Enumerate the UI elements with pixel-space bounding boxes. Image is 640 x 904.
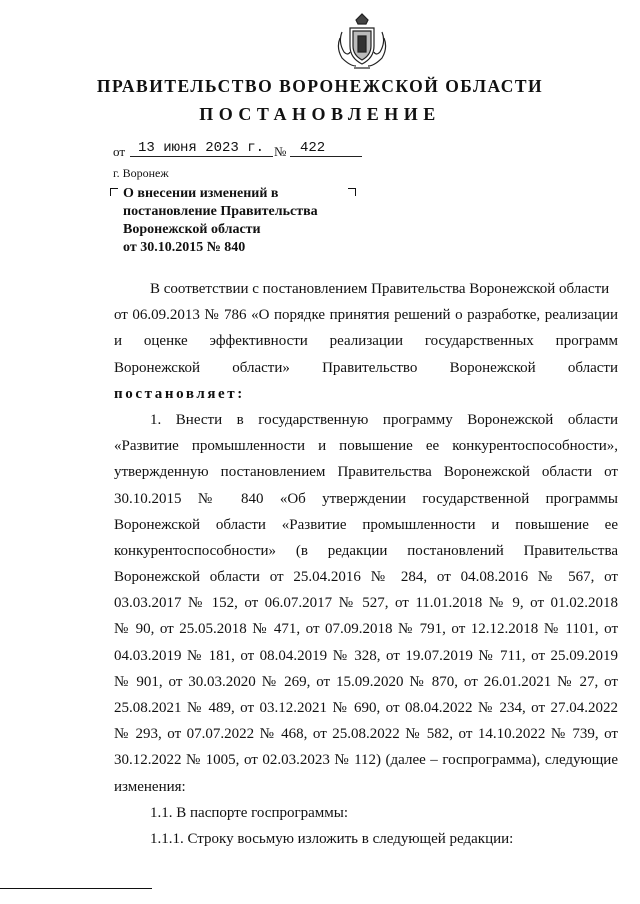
body-line: 1.1. В паспорте госпрограммы: xyxy=(150,804,349,821)
subject-bracket-left xyxy=(110,188,118,196)
body-line: 30.12.2022 № 1005, от 02.03.2023 № 112) (далее – госпрограмма), следующие xyxy=(114,752,618,769)
body-line: Воронежской области от 25.04.2016 № 284, от 04.08.2016 № 567, от xyxy=(114,569,618,586)
date-prefix: от xyxy=(113,144,126,159)
body-line: 03.03.2017 № 152, от 06.07.2017 № 527, от 11.01.2018 № 9, от 01.02.2018 xyxy=(114,595,618,612)
body-line: № 90, от 25.05.2018 № 471, от 07.09.2018 № 791, от 12.12.2018 № 1101, от xyxy=(114,621,618,638)
subject-line: от 30.10.2015 № 840 xyxy=(123,240,246,255)
body-line: изменения: xyxy=(114,778,186,795)
body-line: В соответствии с постановлением Правительства Воронежской области xyxy=(150,281,610,297)
coat-of-arms-emblem xyxy=(336,12,388,72)
body-line: утвержденную постановлением Правительства Воронежской области от xyxy=(114,464,618,481)
document-subject xyxy=(123,185,383,257)
document-body xyxy=(114,276,618,852)
document-number: 422 xyxy=(290,140,362,157)
city-label: г. Воронеж xyxy=(113,166,169,180)
body-line: 25.08.2021 № 489, от 03.12.2021 № 690, от 08.04.2022 № 234, от 27.04.2022 xyxy=(114,700,618,716)
body-line: Воронежской области «Развитие промышленности и повышение ее xyxy=(114,516,618,533)
footnote-divider xyxy=(0,888,152,889)
subject-line: постановление Правительства xyxy=(123,204,318,219)
subject-line: О внесении изменений в xyxy=(123,186,279,201)
body-line: «Развитие промышленности и повышение ее конкурентоспособности», xyxy=(114,438,618,455)
body-line: конкурентоспособности» (в редакции постановлений Правительства xyxy=(114,542,618,559)
body-line: 30.10.2015 № 840 «Об утверждении государственной программы xyxy=(114,490,618,507)
resolves-keyword: постановляет: xyxy=(114,385,245,402)
body-line: 1.1.1. Строку восьмую изложить в следующей редакции: xyxy=(150,830,514,847)
body-line: № 293, от 07.07.2022 № 468, от 25.08.2022 № 582, от 14.10.2022 № 739, от xyxy=(114,726,618,743)
body-line: 04.03.2019 № 181, от 08.04.2019 № 328, от 19.07.2019 № 711, от 25.09.2019 xyxy=(114,647,618,664)
number-prefix: № xyxy=(274,144,287,159)
body-line: от 06.09.2013 № 786 «О порядке принятия решений о разработке, реализации xyxy=(114,307,618,324)
document-type-title: ПОСТАНОВЛЕНИЕ xyxy=(199,104,441,124)
document-date: 13 июня 2023 г. xyxy=(130,140,273,157)
body-line: № 901, от 30.03.2020 № 269, от 15.09.2020 № 870, от 26.01.2021 № 27, от xyxy=(114,673,618,690)
body-line: Воронежской области» Правительство Воронежской области xyxy=(114,359,618,376)
subject-line: Воронежской области xyxy=(123,222,261,237)
government-title: ПРАВИТЕЛЬСТВО ВОРОНЕЖСКОЙ ОБЛАСТИ xyxy=(96,76,544,96)
body-line: 1. Внести в государственную программу Воронежской области xyxy=(150,411,618,428)
body-line: и оценке эффективности реализации государственных программ xyxy=(114,333,618,350)
